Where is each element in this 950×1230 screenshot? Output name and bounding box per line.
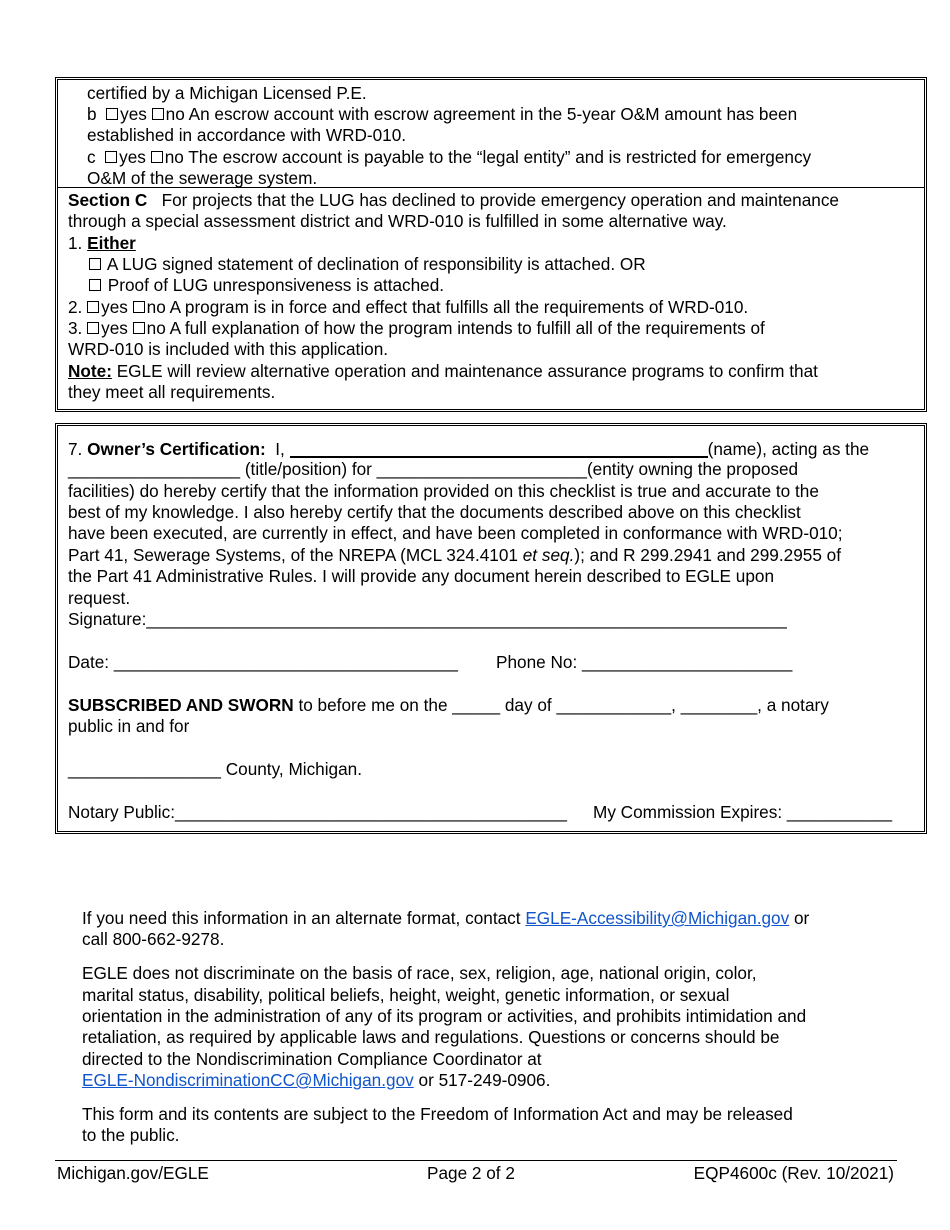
text: Michigan.gov/EGLE — [57, 1163, 209, 1183]
text: __________________ (title/position) for ______________________(entity owning the proposed — [68, 459, 799, 479]
phone-label: Phone No: ______________________ — [496, 652, 793, 672]
text: ); and R 299.2941 and 299.2955 of — [574, 545, 841, 565]
accessibility-notice-2 — [82, 929, 224, 950]
item-number: 7. — [68, 439, 83, 459]
note-label: Note: — [68, 361, 112, 381]
nondiscrimination-line-1 — [82, 963, 757, 984]
section-c-item-2 — [68, 297, 748, 318]
footer-divider — [55, 1160, 897, 1161]
owner-cert-line-4 — [68, 502, 801, 523]
section-c-heading — [68, 190, 839, 211]
checkbox-3-no[interactable] — [133, 322, 145, 334]
checkbox-c-yes[interactable] — [105, 151, 117, 163]
text: WRD-010 is included with this application. — [68, 339, 389, 359]
text: EQP4600c (Rev. 10/2021) — [693, 1163, 894, 1183]
label: yes — [119, 147, 146, 167]
commission-label: My Commission Expires: ___________ — [593, 802, 893, 822]
item-letter: b — [87, 104, 97, 124]
text: directed to the Nondiscrimination Compliance Coordinator at — [82, 1049, 542, 1069]
text: Page 2 of 2 — [427, 1163, 515, 1183]
text: EGLE does not discriminate on the basis of race, sex, religion, age, national origin, color, — [82, 963, 757, 983]
name-field[interactable] — [290, 438, 708, 458]
nondiscrimination-email-link[interactable]: EGLE-NondiscriminationCC@Michigan.gov — [82, 1070, 414, 1090]
item-number: 1. — [68, 233, 83, 253]
checkbox-2-yes[interactable] — [87, 301, 99, 313]
text: certified by a Michigan Licensed P.E. — [87, 83, 367, 103]
section-title: Section C — [68, 190, 148, 210]
notary-label: Notary Public:_________________________________________ — [68, 802, 567, 822]
text: For projects that the LUG has declined to provide emergency operation and maintenance — [161, 190, 839, 210]
text: I, — [275, 439, 285, 459]
note-text: EGLE will review alternative operation and maintenance assurance programs to confirm that — [116, 361, 818, 381]
owner-cert-line-6 — [68, 545, 841, 566]
text: (name), acting as the — [707, 439, 870, 459]
label: no — [146, 297, 166, 317]
section-c-option-2 — [89, 275, 444, 296]
text: Part 41, Sewerage Systems, of the NREPA (MCL 324.4101 — [68, 545, 523, 565]
item-number: 3. — [68, 318, 83, 338]
date-field[interactable] — [68, 652, 458, 673]
section-b-item-b-cont — [87, 125, 406, 146]
owner-cert-line-8 — [68, 588, 130, 609]
section-title: Owner’s Certification: — [87, 439, 266, 459]
label: yes — [101, 318, 128, 338]
nondiscrimination-line-5 — [82, 1049, 542, 1070]
section-b-line — [87, 83, 367, 104]
checkbox-b-no[interactable] — [152, 108, 164, 120]
checkbox-b-yes[interactable] — [106, 108, 118, 120]
signature-label: Signature:___________________________________________________________________ — [68, 609, 787, 629]
section-c-item-1 — [68, 233, 136, 254]
section-b-c-box — [55, 77, 927, 412]
nondiscrimination-line-6 — [82, 1070, 550, 1091]
text-italic: et seq. — [522, 545, 575, 565]
accessibility-email-link[interactable]: EGLE-Accessibility@Michigan.gov — [525, 908, 790, 928]
text: through a special assessment district and WRD-010 is fulfilled in some alternative way. — [68, 211, 727, 231]
phone-field[interactable] — [496, 652, 792, 673]
text: O&M of the sewerage system. — [87, 168, 318, 188]
commission-field[interactable] — [593, 802, 892, 823]
owner-cert-line-2 — [68, 459, 798, 480]
section-c-note-cont — [68, 382, 275, 403]
checkbox-lug-unresponsive[interactable] — [89, 279, 101, 291]
nondiscrimination-line-2 — [82, 985, 729, 1006]
footer-website — [57, 1163, 209, 1184]
item-text: A program is in force and effect that fulfills all the requirements of WRD-010. — [169, 297, 749, 317]
accessibility-notice — [82, 908, 809, 929]
text: established in accordance with WRD-010. — [87, 125, 407, 145]
text: to the public. — [82, 1125, 180, 1145]
text: to before me on the _____ day of ____________, ________, a notary — [293, 695, 829, 715]
foia-line-1 — [82, 1104, 793, 1125]
checkbox-3-yes[interactable] — [87, 322, 99, 334]
sworn-bold: SUBSCRIBED AND SWORN — [68, 695, 294, 715]
text: they meet all requirements. — [68, 382, 276, 402]
text: orientation in the administration of any of its program or activities, and prohibits intimidation and — [82, 1006, 807, 1026]
section-c-item-3 — [68, 318, 765, 339]
text: have been executed, are currently in effect, and have been completed in conformance with WRD-010; — [68, 523, 843, 543]
label: no — [146, 318, 166, 338]
nondiscrimination-line-3 — [82, 1006, 806, 1027]
item-text: A full explanation of how the program intends to fulfill all of the requirements of — [169, 318, 765, 338]
section-b-item-c — [87, 147, 811, 168]
label: no — [164, 147, 184, 167]
date-label: Date: ____________________________________ — [68, 652, 458, 672]
notary-field[interactable] — [68, 802, 567, 823]
divider — [58, 187, 924, 188]
section-b-item-b — [87, 104, 797, 125]
option-text: Proof of LUG unresponsiveness is attached. — [107, 275, 445, 295]
foia-line-2 — [82, 1125, 179, 1146]
text: the Part 41 Administrative Rules. I will provide any document herein described to EGLE upon — [68, 566, 775, 586]
county-label: ________________ County, Michigan. — [68, 759, 363, 779]
checkbox-c-no[interactable] — [151, 151, 163, 163]
text: If you need this information in an alternate format, contact — [82, 908, 526, 928]
owner-cert-line-7 — [68, 566, 774, 587]
option-text: A LUG signed statement of declination of responsibility is attached. OR — [106, 254, 646, 274]
signature-field[interactable] — [68, 609, 787, 630]
text: best of my knowledge. I also hereby certify that the documents described above on this checklist — [68, 502, 801, 522]
footer-form-id — [694, 1163, 894, 1184]
item-letter: c — [87, 147, 96, 167]
checkbox-lug-statement[interactable] — [89, 258, 101, 270]
text: request. — [68, 588, 131, 608]
label: no — [165, 104, 185, 124]
sworn-line — [68, 695, 829, 716]
text: retaliation, as required by applicable laws and regulations. Questions or concerns should be — [82, 1027, 780, 1047]
owner-certification-box — [55, 423, 927, 834]
section-c-note — [68, 361, 818, 382]
text: public in and for — [68, 716, 190, 736]
text: facilities) do hereby certify that the information provided on this checklist is true and accurate to the — [68, 481, 819, 501]
label: yes — [120, 104, 147, 124]
section-c-intro — [68, 211, 727, 232]
section-c-option-1 — [89, 254, 646, 275]
nondiscrimination-line-4 — [82, 1027, 779, 1048]
item-number: 2. — [68, 297, 83, 317]
item-text: An escrow account with escrow agreement in the 5-year O&M amount has been — [188, 104, 798, 124]
text: or 517-249-0906. — [413, 1070, 551, 1090]
owner-cert-line-5 — [68, 523, 843, 544]
text: This form and its contents are subject to the Freedom of Information Act and may be released — [82, 1104, 793, 1124]
footer-page-number — [427, 1163, 515, 1184]
sworn-line-2 — [68, 716, 189, 737]
text: or — [789, 908, 810, 928]
owner-cert-heading — [68, 438, 869, 460]
checkbox-2-no[interactable] — [133, 301, 145, 313]
item-text: The escrow account is payable to the “legal entity” and is restricted for emergency — [188, 147, 812, 167]
text: marital status, disability, political beliefs, height, weight, genetic information, or sexual — [82, 985, 730, 1005]
county-field[interactable] — [68, 759, 362, 780]
section-c-item-3-cont — [68, 339, 388, 360]
item-label: Either — [87, 233, 136, 253]
owner-cert-line-3 — [68, 481, 819, 502]
text: call 800-662-9278. — [82, 929, 225, 949]
label: yes — [101, 297, 128, 317]
